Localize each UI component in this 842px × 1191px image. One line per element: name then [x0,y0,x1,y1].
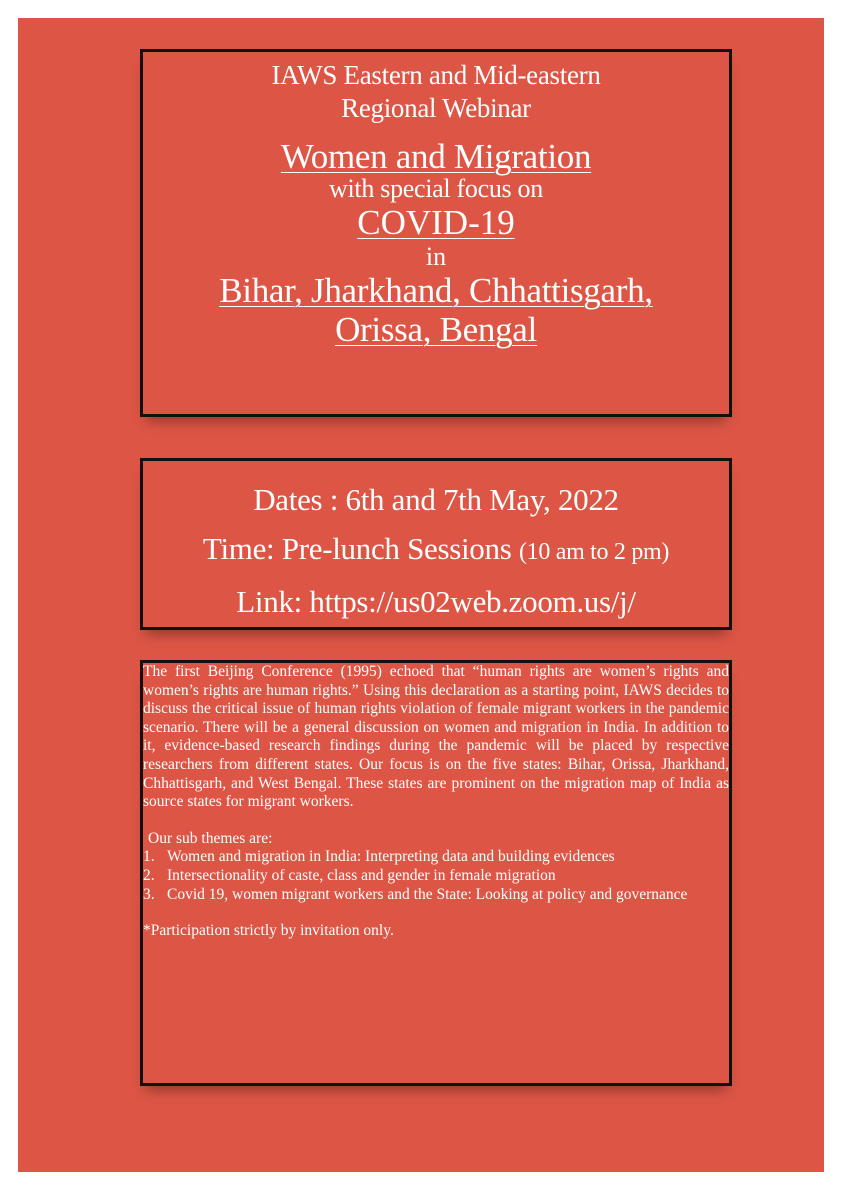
states-line-1: Bihar, Jharkhand, Chhattisgarh, [219,271,653,310]
list-item-number: 2. [143,866,155,884]
list-item-text: Women and migration in India: Interpreting data and building evidences [167,848,615,866]
list-item [143,848,729,867]
details-box [140,458,732,630]
connector-word: in [425,242,447,271]
event-time [143,524,729,577]
list-item [143,867,729,886]
list-item-text: Intersectionality of caste, class and gender in female migration [167,866,556,884]
participation-note: *Participation strictly by invitation only. [143,922,394,940]
description-paragraph: The first Beijing Conference (1995) echoed that “human rights are women’s rights and women’s rights are human rights.” Using this declaration as a starting point, IAWS decides to discuss the critical issue of human rights violation of female migrant workers in the pandemic scenario. There will be a general discussion on women and migration in India. In addition to it, evidence-based research findings during the pandemic will be placed by respective researchers from different states. Our focus is on the five states: Bihar, Orissa, Jharkhand, Chhattisgarh, and West Bengal. These states are prominent on the migration map of India as source states for migrant workers. [143,663,729,811]
states-line-2: Orissa, Bengal [335,310,537,349]
themes-list [143,848,729,904]
event-time-detail: (10 am to 2 pm) [518,539,670,565]
list-item-text: Covid 19, women migrant workers and the State: Looking at policy and governance [167,885,688,903]
title-box [140,49,732,417]
focus-topic: COVID-19 [357,203,515,242]
list-item [143,886,729,905]
event-type-line: Regional Webinar [341,93,531,123]
poster [18,18,824,1172]
event-dates: Dates : 6th and 7th May, 2022 [253,482,619,517]
list-item-number: 1. [143,848,155,866]
event-title: Women and Migration [280,137,592,176]
themes-heading: Our sub themes are: [148,829,273,847]
event-time-label: Time: Pre-lunch Sessions [202,531,512,566]
meeting-link[interactable]: Link: https://us02web.zoom.us/j/ [236,584,636,619]
organizer-line: IAWS Eastern and Mid-eastern [271,60,601,90]
event-subtitle: with special focus on [329,174,543,203]
list-item-number: 3. [143,885,155,903]
description-box [140,660,732,1086]
